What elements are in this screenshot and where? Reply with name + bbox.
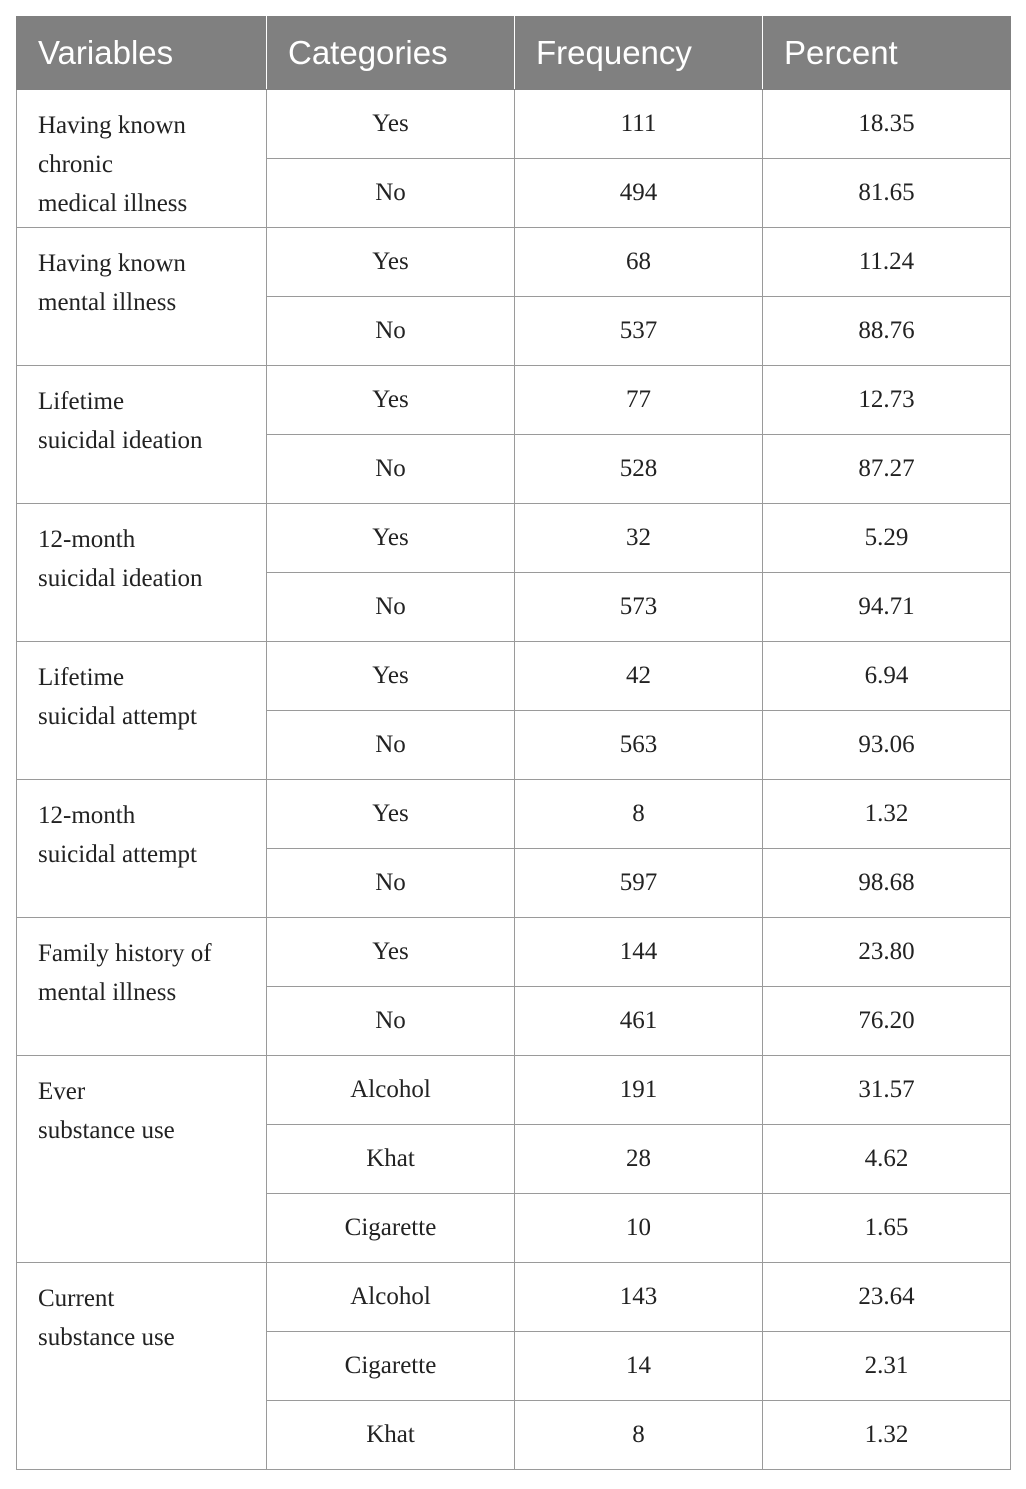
variable-cell xyxy=(17,1056,267,1263)
frequency-cell: 111 xyxy=(515,90,763,159)
frequency-cell: 461 xyxy=(515,987,763,1056)
variable-label: 12-month suicidal attempt xyxy=(38,802,197,868)
percent-cell: 93.06 xyxy=(763,711,1011,780)
percent-cell: 18.35 xyxy=(763,90,1011,159)
percent-cell: 81.65 xyxy=(763,159,1011,228)
category-cell: No xyxy=(267,297,515,366)
category-cell: Yes xyxy=(267,366,515,435)
category-cell: Yes xyxy=(267,90,515,159)
frequency-cell: 42 xyxy=(515,642,763,711)
category-cell: Cigarette xyxy=(267,1332,515,1401)
frequency-cell: 14 xyxy=(515,1332,763,1401)
frequency-cell: 8 xyxy=(515,1401,763,1470)
category-cell: Alcohol xyxy=(267,1056,515,1125)
category-cell: Cigarette xyxy=(267,1194,515,1263)
table-row xyxy=(17,228,1011,297)
percent-cell: 4.62 xyxy=(763,1125,1011,1194)
table-body xyxy=(17,90,1011,1470)
percent-cell: 2.31 xyxy=(763,1332,1011,1401)
percent-cell: 1.65 xyxy=(763,1194,1011,1263)
table-row xyxy=(17,642,1011,711)
table-row xyxy=(17,1263,1011,1332)
percent-cell: 98.68 xyxy=(763,849,1011,918)
variable-label: Family history of mental illness xyxy=(38,940,212,1006)
percent-cell: 1.32 xyxy=(763,1401,1011,1470)
variable-cell xyxy=(17,366,267,504)
header-categories: Categories xyxy=(267,16,515,90)
frequency-cell: 77 xyxy=(515,366,763,435)
percent-cell: 5.29 xyxy=(763,504,1011,573)
category-cell: Khat xyxy=(267,1401,515,1470)
frequency-cell: 597 xyxy=(515,849,763,918)
frequency-cell: 528 xyxy=(515,435,763,504)
frequency-cell: 144 xyxy=(515,918,763,987)
header-frequency: Frequency xyxy=(515,16,763,90)
table-header xyxy=(17,16,1011,90)
header-variables: Variables xyxy=(17,16,267,90)
variable-label: Ever substance use xyxy=(38,1078,175,1144)
data-table xyxy=(16,16,1011,1470)
category-cell: No xyxy=(267,711,515,780)
variable-cell xyxy=(17,504,267,642)
table-row xyxy=(17,366,1011,435)
variable-cell xyxy=(17,90,267,228)
frequency-cell: 68 xyxy=(515,228,763,297)
category-cell: Yes xyxy=(267,228,515,297)
category-cell: Yes xyxy=(267,504,515,573)
variable-cell xyxy=(17,780,267,918)
frequency-cell: 537 xyxy=(515,297,763,366)
percent-cell: 11.24 xyxy=(763,228,1011,297)
frequency-cell: 8 xyxy=(515,780,763,849)
percent-cell: 94.71 xyxy=(763,573,1011,642)
table-row xyxy=(17,780,1011,849)
category-cell: No xyxy=(267,159,515,228)
percent-cell: 23.64 xyxy=(763,1263,1011,1332)
variable-label: Lifetime suicidal ideation xyxy=(38,388,203,454)
table-row xyxy=(17,504,1011,573)
frequency-cell: 28 xyxy=(515,1125,763,1194)
variable-label: Having known chronic medical illness xyxy=(38,112,188,217)
category-cell: No xyxy=(267,849,515,918)
variable-cell xyxy=(17,228,267,366)
frequency-cell: 494 xyxy=(515,159,763,228)
percent-cell: 12.73 xyxy=(763,366,1011,435)
percent-cell: 31.57 xyxy=(763,1056,1011,1125)
category-cell: Khat xyxy=(267,1125,515,1194)
variable-cell xyxy=(17,918,267,1056)
table-container xyxy=(16,16,1011,1470)
category-cell: No xyxy=(267,435,515,504)
category-cell: Yes xyxy=(267,642,515,711)
table-row xyxy=(17,918,1011,987)
category-cell: Yes xyxy=(267,780,515,849)
variable-label: Lifetime suicidal attempt xyxy=(38,664,197,730)
frequency-cell: 191 xyxy=(515,1056,763,1125)
table-row xyxy=(17,1056,1011,1125)
header-percent: Percent xyxy=(763,16,1011,90)
category-cell: No xyxy=(267,573,515,642)
category-cell: No xyxy=(267,987,515,1056)
variable-cell xyxy=(17,642,267,780)
frequency-cell: 32 xyxy=(515,504,763,573)
table-row xyxy=(17,90,1011,159)
category-cell: Alcohol xyxy=(267,1263,515,1332)
frequency-cell: 573 xyxy=(515,573,763,642)
percent-cell: 23.80 xyxy=(763,918,1011,987)
percent-cell: 87.27 xyxy=(763,435,1011,504)
percent-cell: 6.94 xyxy=(763,642,1011,711)
header-row xyxy=(17,16,1011,90)
frequency-cell: 563 xyxy=(515,711,763,780)
frequency-cell: 143 xyxy=(515,1263,763,1332)
percent-cell: 76.20 xyxy=(763,987,1011,1056)
variable-cell xyxy=(17,1263,267,1470)
frequency-cell: 10 xyxy=(515,1194,763,1263)
variable-label: Current substance use xyxy=(38,1285,175,1351)
percent-cell: 88.76 xyxy=(763,297,1011,366)
variable-label: Having known mental illness xyxy=(38,250,186,316)
percent-cell: 1.32 xyxy=(763,780,1011,849)
category-cell: Yes xyxy=(267,918,515,987)
variable-label: 12-month suicidal ideation xyxy=(38,526,203,592)
